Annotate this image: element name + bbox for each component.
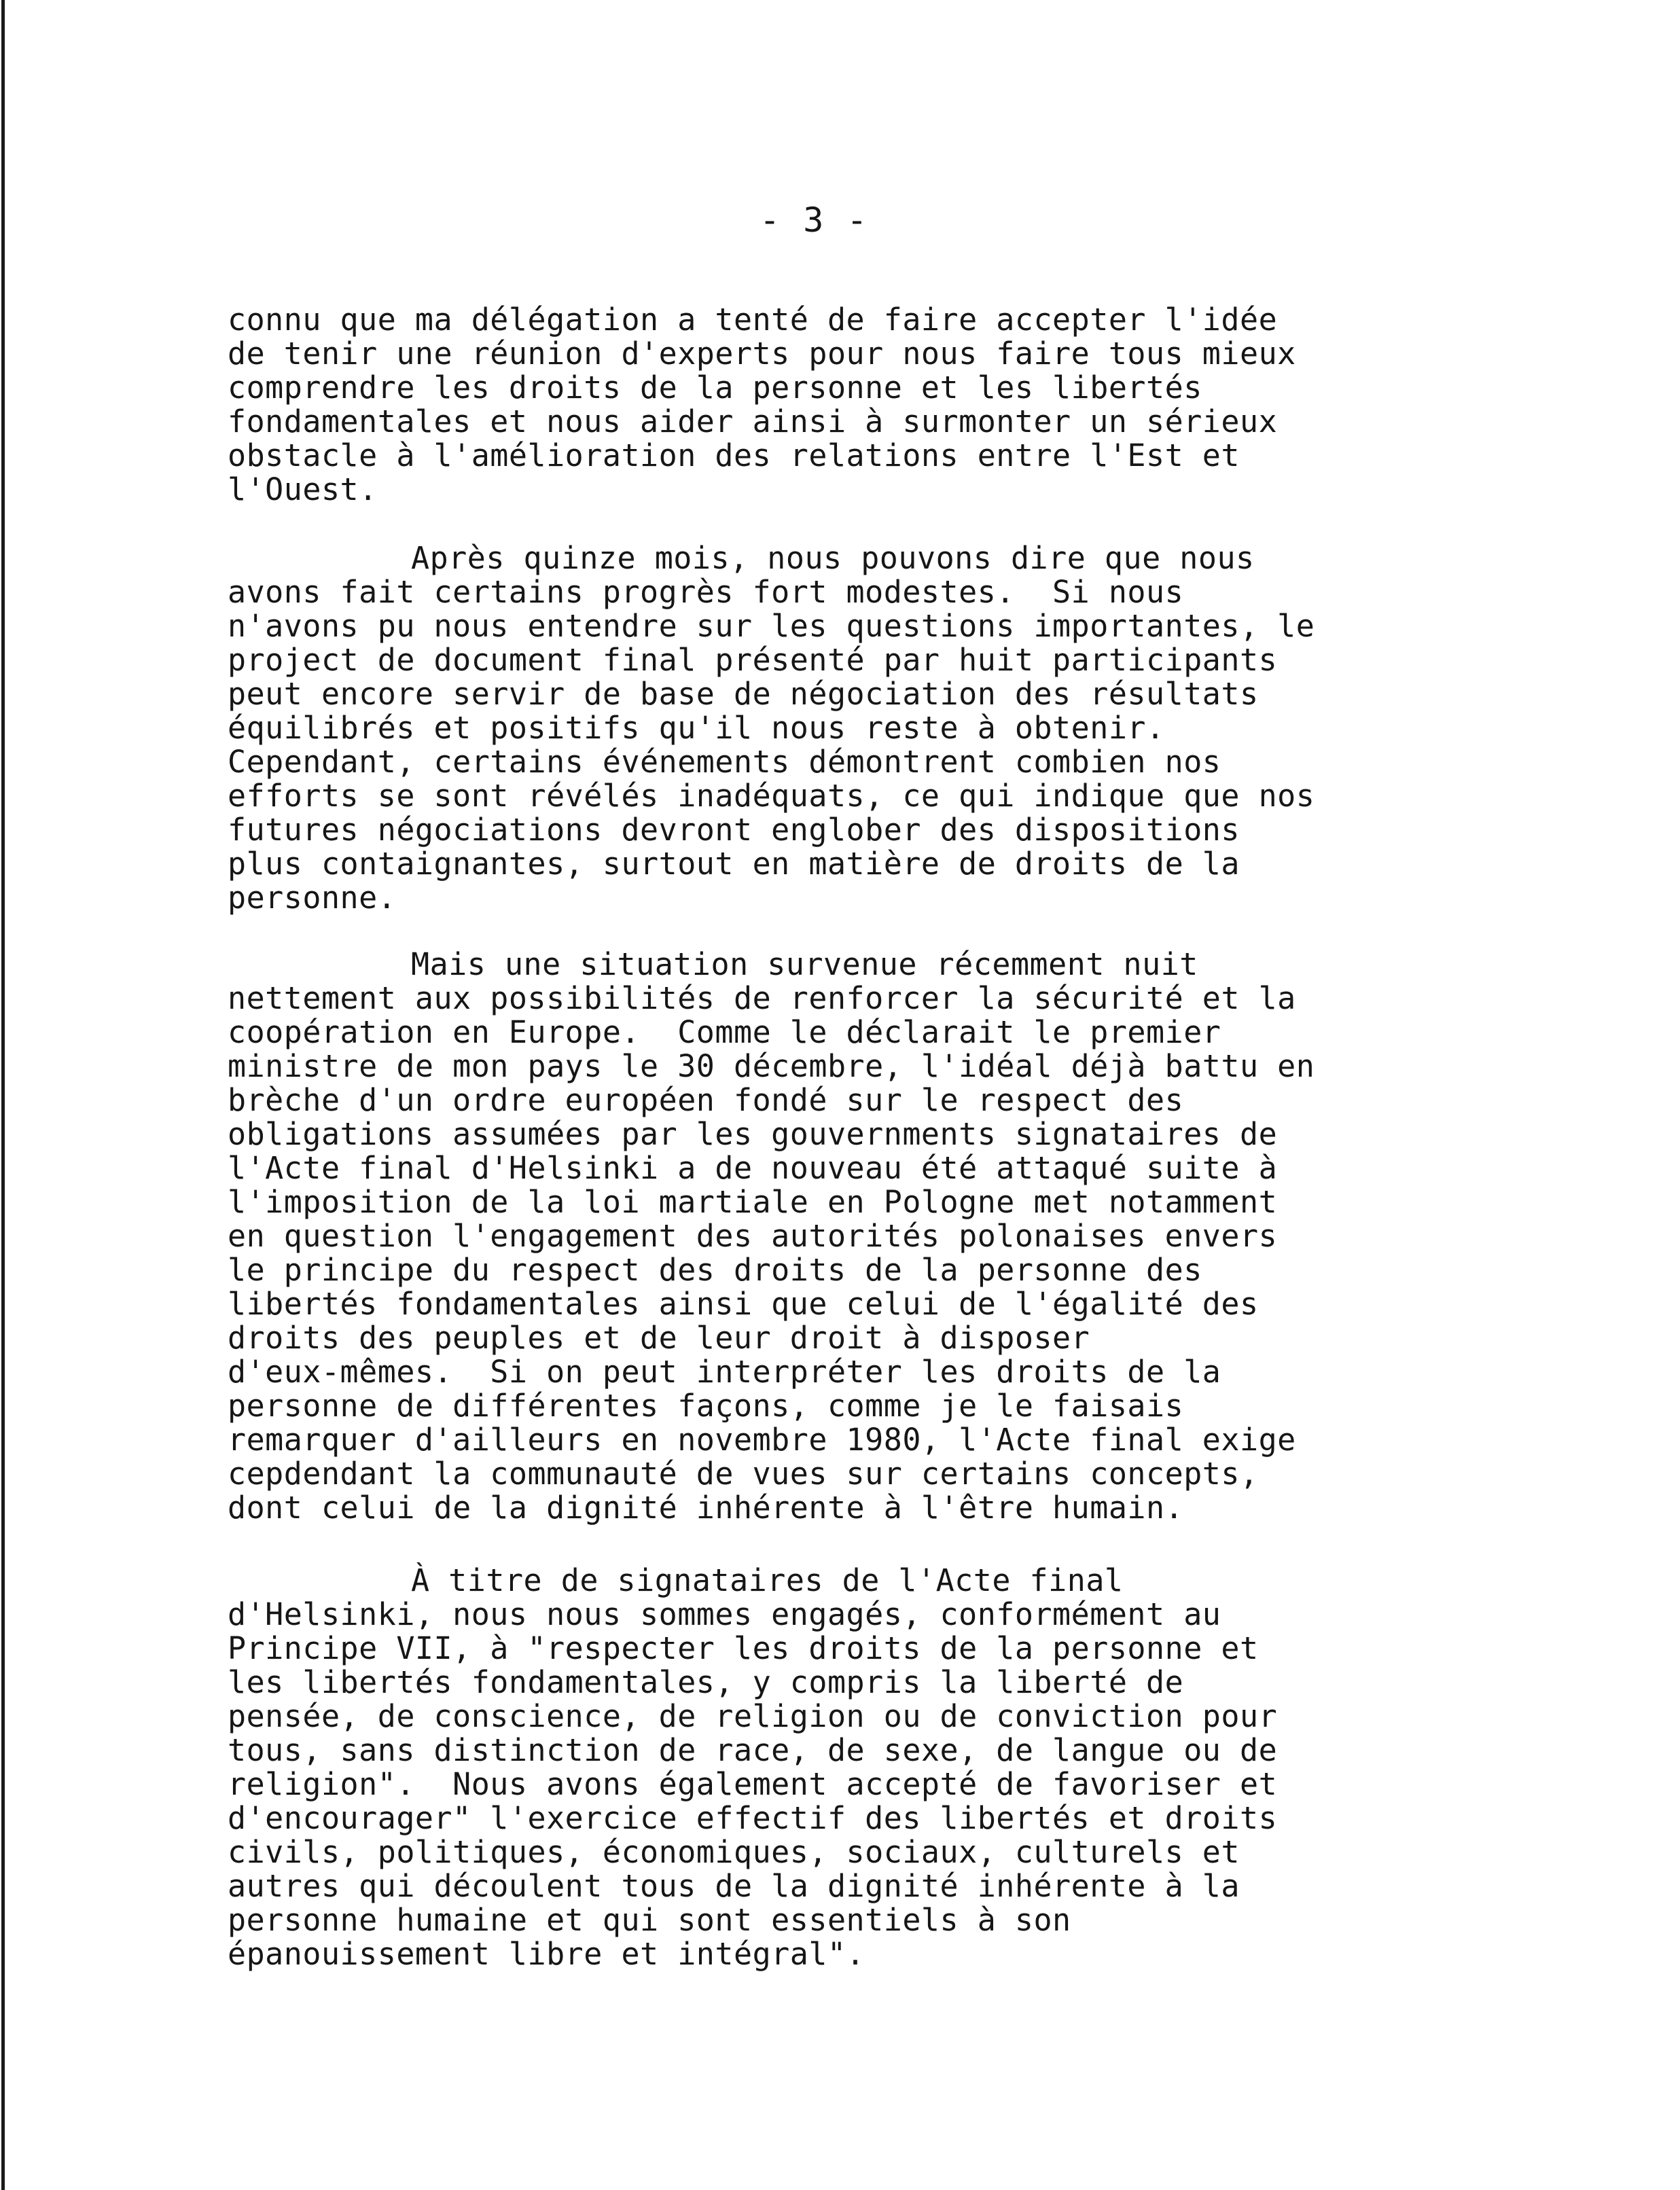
paragraph-1 (228, 303, 1505, 507)
paragraph-3 (228, 948, 1505, 1525)
page-number: - 3 - (759, 200, 869, 240)
text-line: n'avons pu nous entendre sur les questions importantes, le (228, 608, 1315, 644)
text-line: tous, sans distinction de race, de sexe, de langue ou de (228, 1732, 1278, 1768)
text-line: À titre de signataires de l'Acte final (411, 1562, 1124, 1598)
text-line: brèche d'un ordre européen fondé sur le respect des (228, 1082, 1184, 1118)
text-line: personne de différentes façons, comme je le faisais (228, 1388, 1184, 1424)
text-line: peut encore servir de base de négociation des résultats (228, 676, 1259, 712)
text-line: fondamentales et nous aider ainsi à surmonter un sérieux (228, 403, 1278, 439)
text-line: d'Helsinki, nous nous sommes engagés, conformément au (228, 1596, 1221, 1632)
text-line: en question l'engagement des autorités polonaises envers (228, 1218, 1278, 1254)
text-line: efforts se sont révélés inadéquats, ce qui indique que nos (228, 778, 1315, 814)
text-line: obligations assumées par les gouvernments signataires de (228, 1116, 1278, 1152)
text-line: l'Acte final d'Helsinki a de nouveau été attaqué suite à (228, 1150, 1278, 1186)
text-line: d'eux-mêmes. Si on peut interpréter les droits de la (228, 1354, 1221, 1390)
text-line: cepdendant la communauté de vues sur certains concepts, (228, 1456, 1259, 1492)
text-line: religion". Nous avons également accepté de favoriser et (228, 1766, 1278, 1802)
text-line: personne. (228, 880, 397, 916)
text-line: civils, politiques, économiques, sociaux, culturels et (228, 1834, 1240, 1870)
text-line: avons fait certains progrès fort modestes. Si nous (228, 574, 1184, 610)
text-line: équilibrés et positifs qu'il nous reste à obtenir. (228, 710, 1165, 746)
text-line: l'imposition de la loi martiale en Pologne met notamment (228, 1184, 1278, 1220)
text-line: coopération en Europe. Comme le déclarait le premier (228, 1014, 1221, 1050)
text-line: Cependant, certains événements démontrent combien nos (228, 744, 1221, 780)
paragraph-4 (228, 1564, 1505, 1971)
text-line: les libertés fondamentales, y compris la liberté de (228, 1664, 1184, 1700)
text-line: épanouissement libre et intégral". (228, 1936, 865, 1972)
text-line: droits des peuples et de leur droit à disposer (228, 1320, 1090, 1356)
text-line: de tenir une réunion d'experts pour nous faire tous mieux (228, 336, 1296, 372)
text-line: obstacle à l'amélioration des relations entre l'Est et (228, 437, 1240, 473)
text-line: comprendre les droits de la personne et les libertés (228, 370, 1202, 406)
text-line: autres qui découlent tous de la dignité inhérente à la (228, 1868, 1240, 1904)
text-line: Après quinze mois, nous pouvons dire que nous (411, 540, 1255, 576)
paragraph-2 (228, 541, 1505, 915)
text-line: connu que ma délégation a tenté de faire accepter l'idée (228, 302, 1278, 338)
text-line: plus contaignantes, surtout en matière de droits de la (228, 846, 1240, 882)
text-line: personne humaine et qui sont essentiels à son (228, 1902, 1071, 1938)
text-line: nettement aux possibilités de renforcer la sécurité et la (228, 980, 1296, 1016)
text-line: pensée, de conscience, de religion ou de conviction pour (228, 1698, 1278, 1734)
text-line: d'encourager" l'exercice effectif des libertés et droits (228, 1800, 1278, 1836)
text-line: ministre de mon pays le 30 décembre, l'idéal déjà battu en (228, 1048, 1315, 1084)
text-line: dont celui de la dignité inhérente à l'être humain. (228, 1490, 1184, 1526)
text-line: libertés fondamentales ainsi que celui de l'égalité des (228, 1286, 1259, 1322)
text-line: remarquer d'ailleurs en novembre 1980, l'Acte final exige (228, 1422, 1296, 1458)
text-line: Mais une situation survenue récemment nuit (411, 946, 1198, 982)
text-line: l'Ouest. (228, 471, 378, 507)
text-line: project de document final présenté par huit participants (228, 642, 1278, 678)
text-line: le principe du respect des droits de la personne des (228, 1252, 1202, 1288)
text-line: Principe VII, à "respecter les droits de la personne et (228, 1630, 1259, 1666)
text-line: futures négociations devront englober des dispositions (228, 812, 1240, 848)
scan-edge-line (1, 0, 5, 2190)
